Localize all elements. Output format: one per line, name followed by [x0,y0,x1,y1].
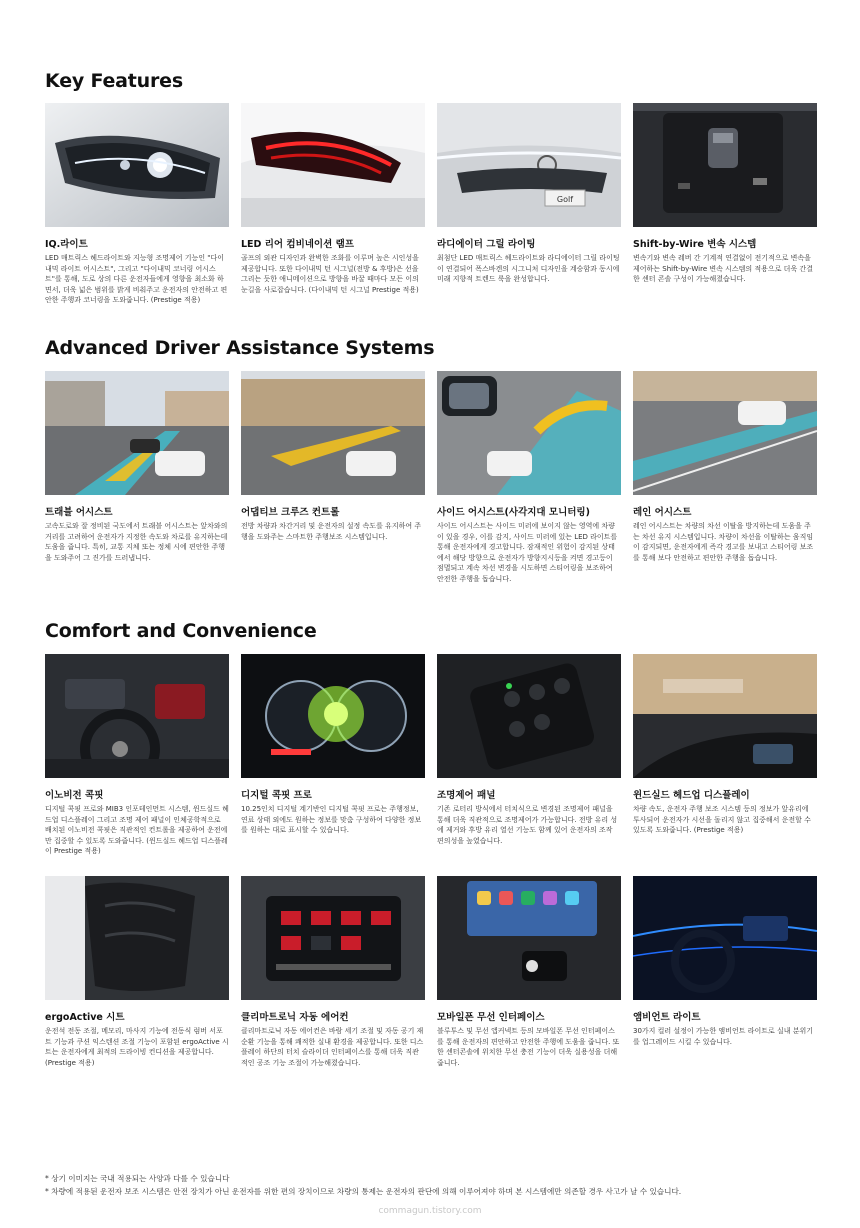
adas-grid [45,371,815,585]
headlight-image [45,103,229,227]
card-title: 이노비전 콕핏 [45,790,104,801]
card-description: 변속기와 변속 레버 간 기계적 연결없이 전기적으로 변속을 제어하는 Shift-by-Wire 변속 시스템의 적용으로 더욱 간결한 센터 콘솔 구성이 가능해졌습니다. [633,254,813,284]
watermark: commagun.tistory.com [378,1206,482,1216]
card-title: 클리마트로닉 자동 에어컨 [241,1012,349,1023]
feature-card-ergoactive-seat [45,876,229,1068]
travel-assist-image [45,371,229,495]
feature-card-wireless-interface [437,876,621,1068]
card-description: 블루투스 및 무선 앱커넥트 등의 모바일폰 무선 인터페이스를 통해 운전자의 편안하고 안전한 주행에 도움을 줍니다. 또한 센터콘솔에 위치한 무선 충전 기능이 더욱 실용성을 더해줍니다. [437,1027,620,1067]
card-title: 앰비언트 라이트 [633,1012,701,1023]
card-description: 운전석 전동 조절, 메모리, 마사지 기능에 전동식 럼버 서포트 기능과 쿠션 익스텐션 조절 기능이 포함된 ergoActive 시트는 운전자에게 최적의 드라이빙 컨디션을 제공합니다. (Prestige 적용) [45,1027,229,1067]
card-title: 모바일폰 무선 인터페이스 [437,1012,545,1023]
card-title: 디지털 콕핏 프로 [241,790,312,801]
feature-card-led-rear-lamp [241,103,425,306]
card-title: IQ.라이트 [45,239,88,250]
side-assist-image [437,371,621,495]
card-description: 전방 차량과 차간거리 및 운전자의 설정 속도를 유지하여 주행을 도와주는 스마트한 주행보조 시스템입니다. [241,522,422,541]
footnotes [45,1172,681,1198]
climate-screen-image [241,876,425,1000]
card-description: 최첨단 LED 매트릭스 헤드라이트와 라디에이터 그릴 라이팅이 연결되어 폭스바겐의 시그니처 디자인을 계승함과 동시에 미래 지향적 트렌드 룩을 완성합니다. [437,254,620,284]
card-title: 조명제어 패널 [437,790,496,801]
feature-card-digital-cockpit-pro [241,654,425,857]
card-description: 10.25인치 디지털 계기반인 디지털 콕핏 프로는 주행정보, 연료 상태 외에도 원하는 정보를 맞춤 구성하여 다양한 정보를 원하는 대로 표시할 수 있습니다. [241,805,422,835]
feature-card-light-control-panel [437,654,621,857]
card-description: 레인 어시스트는 차량의 차선 이탈을 방지하는데 도움을 주는 차선 유지 시스템입니다. 차량이 차선을 이탈하는 움직임이 감지되면, 운전자에게 즉각 경고를 보내고 스티어링 보조를 통해 보다 안전하고 편안한 주행을 돕습니다. [633,522,814,562]
comfort-grid-row-2 [45,876,815,1068]
footnote-driver-assist-disclaimer: * 차량에 적용된 운전자 보조 시스템은 안전 장치가 아닌 운전자를 위한 편의 장치이므로 차량의 통제는 운전자의 판단에 의해 이루어져야 하며 본 시스템에만 의존할 경우 사고가 날 수 있습니다. [45,1187,682,1196]
card-title: ergoActive 시트 [45,1012,125,1023]
card-description: 기존 로터리 방식에서 터치식으로 변경된 조명제어 패널을 통해 더욱 직관적으로 조명제어가 가능합니다. 전방 유리 성에 제거와 후방 유리 열선 기능도 함께 있어 운전자의 조작 편의성을 높였습니다. [437,805,618,845]
card-description: 사이드 어시스트는 사이드 미러에 보이지 않는 영역에 차량이 있을 경우, 이를 감지, 사이드 미러에 있는 LED 라이트를 통해 운전자에게 경고합니다. 잠재적인 위험이 감지된 상태에서 해당 방향으로 운전자가 방향지시등을 켜면 경고등이 점멸되고 계속 차선 변경을 시도하면 스티어링을 보조하여 안전한 주행을 돕습니다. [437,522,618,583]
feature-card-hud [633,654,817,857]
feature-card-innovision-cockpit [45,654,229,857]
card-description: 30가지 컬러 설정이 가능한 앰비언트 라이트로 실내 분위기를 업그레이드 시킬 수 있습니다. [633,1027,814,1046]
card-description: 고속도로와 잘 정비된 국도에서 트래블 어시스트는 앞차와의 거리를 고려하여 운전자가 지정한 속도와 차로를 유지하는데 도움을 줍니다. 특히, 교통 지체 또는 정체 시에 편안한 주행을 도와주어 그 진가를 드러냅니다. [45,522,228,562]
card-description: LED 매트릭스 헤드라이트와 지능형 조명제어 기능인 "다이내믹 라이트 어시스트", 그리고 "다이내믹 코너링 어시스트"를 통해, 도로 상의 다른 운전자들에게 영향을 최소화 하면서, 더욱 넓은 범위를 밝게 비춰주고 운전자의 안전하고 편안한 주행과 코너링을 도와줍니다. (Prestige 적용) [45,254,228,305]
feature-card-iq-light [45,103,229,306]
section-title-comfort: Comfort and Convenience [45,620,317,642]
card-title: Shift-by-Wire 변속 시스템 [633,239,757,250]
feature-card-climatronic [241,876,425,1068]
section-title-key-features: Key Features [45,70,183,92]
card-description: 차량 속도, 운전자 주행 보조 시스템 등의 정보가 앞유리에 투사되어 운전자가 시선을 돌리지 않고 집중해서 운전할 수 있도록 도와줍니다. (Prestige 적용) [633,805,811,835]
card-title: 라디에이터 그릴 라이팅 [437,239,536,250]
card-title: 윈드실드 헤드업 디스플레이 [633,790,750,801]
light-panel-image [437,654,621,778]
seat-image [45,876,229,1000]
card-title: 어댑티브 크루즈 컨트롤 [241,507,340,518]
section-title-adas: Advanced Driver Assistance Systems [45,337,435,359]
card-description: 골프의 외관 디자인과 완벽한 조화를 이루며 높은 시인성을 제공합니다. 또한 다이내믹 턴 시그널(전방 & 후방)은 선을 그리는 듯한 애니메이션으로 방향을 바꿀 때마다 모든 이의 눈길을 사로잡습니다. (다이내믹 턴 시그널 Prestige 적용) [241,254,419,294]
card-description: 디지털 콕핏 프로와 MIB3 인포테인먼트 시스템, 윈드실드 헤드업 디스플레이 그리고 조명 제어 패널이 인체공학적으로 배치된 이노비전 콕핏은 직관적인 컨트롤을 제공하여 운전에만 집중할 수 있도록 도와줍니다. (윈드실드 헤드업 디스플레이 Prestige 적용) [45,805,229,856]
digital-cockpit-image [241,654,425,778]
card-title: 사이드 어시스트(사각지대 모니터링) [437,507,590,518]
feature-card-ambient-light [633,876,817,1068]
feature-card-travel-assist [45,371,229,585]
footnote-image-disclaimer: * 상기 이미지는 국내 적용되는 사양과 다를 수 있습니다 [45,1174,230,1183]
key-features-grid [45,103,815,306]
cockpit-image [45,654,229,778]
comfort-grid-row-1 [45,654,815,857]
card-title: 레인 어시스트 [633,507,692,518]
card-title: 트래블 어시스트 [45,507,113,518]
feature-card-acc [241,371,425,585]
hud-image [633,654,817,778]
feature-card-grille-lighting [437,103,621,306]
acc-image [241,371,425,495]
gear-selector-image [633,103,817,227]
ambient-light-image [633,876,817,1000]
lane-assist-image [633,371,817,495]
feature-card-shift-by-wire [633,103,817,306]
feature-card-side-assist [437,371,621,585]
wireless-charging-image [437,876,621,1000]
feature-card-lane-assist [633,371,817,585]
grille-image [437,103,621,227]
card-description: 클리마트로닉 자동 에어컨은 바람 세기 조절 및 자동 공기 재순환 기능을 통해 쾌적한 실내 환경을 제공합니다. 또한 디스플레이 하단의 터치 슬라이더 인터페이스를 통해 더욱 직관적인 공조 기능 조절이 가능해졌습니다. [241,1027,424,1067]
golf-badge: Golf [556,195,574,204]
taillight-image [241,103,425,227]
card-title: LED 리어 컴비네이션 램프 [241,239,354,250]
